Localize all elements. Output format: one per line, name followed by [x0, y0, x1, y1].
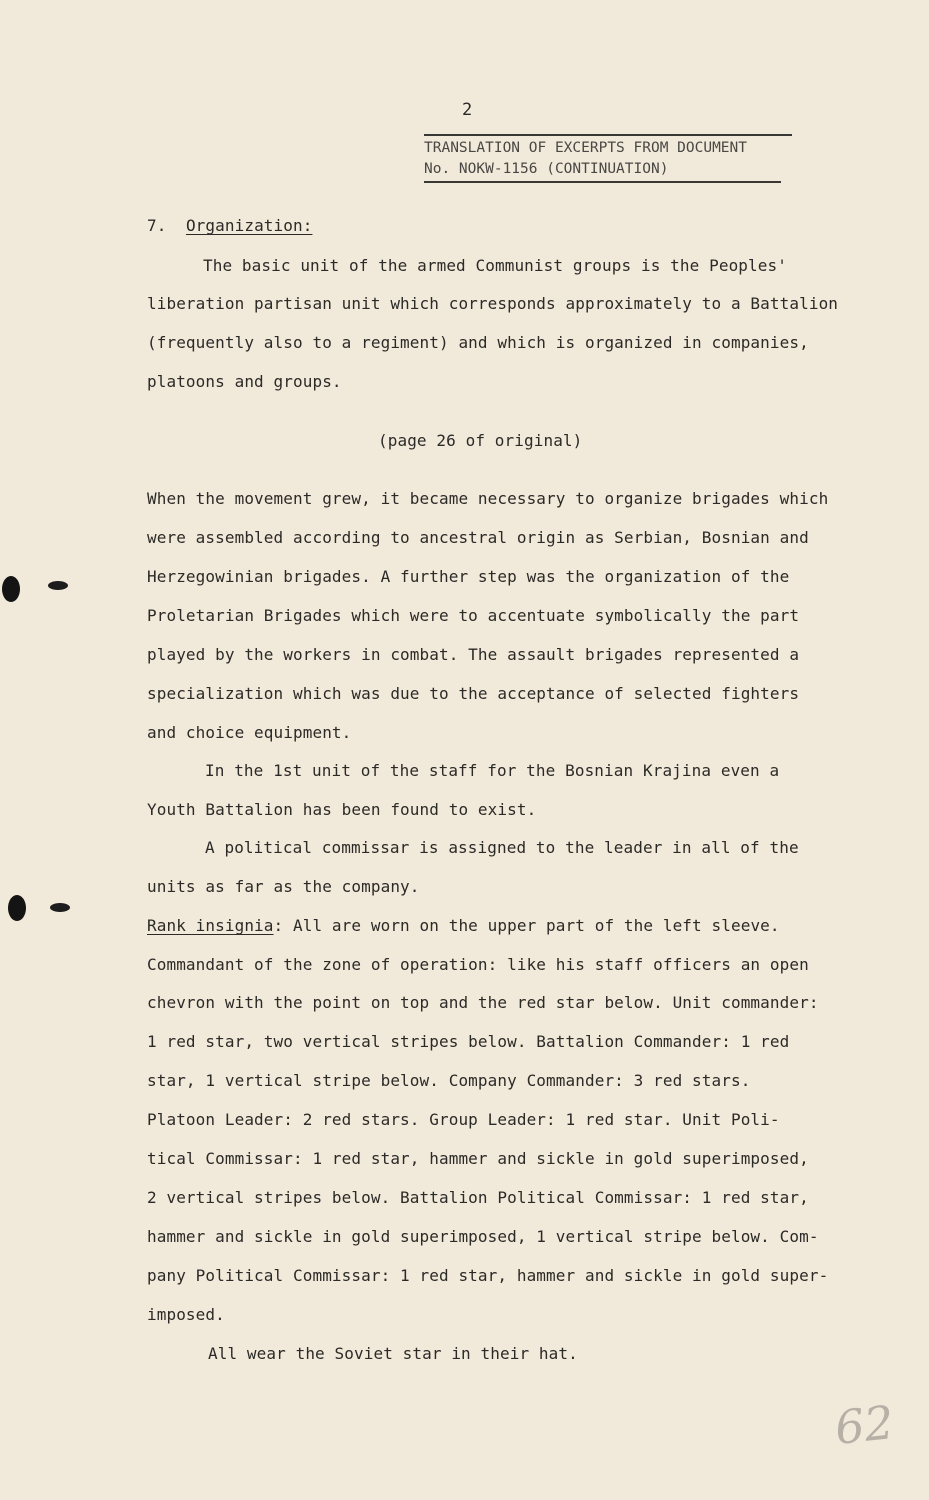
header-line-2: No. NOKW-1156 (CONTINUATION) — [424, 159, 781, 183]
page-reference: (page 26 of original) — [378, 431, 583, 450]
rank-line: imposed. — [147, 1305, 225, 1324]
rank-line: Commandant of the zone of operation: like his staff officers an open — [147, 955, 809, 974]
rank-line: 2 vertical stripes below. Battalion Political Commissar: 1 red star, — [147, 1188, 809, 1207]
binder-hole — [8, 895, 26, 921]
rank-line: hammer and sickle in gold superimposed, 1 vertical stripe below. Com- — [147, 1227, 819, 1246]
binder-clip — [48, 581, 68, 590]
para1-line: (frequently also to a regiment) and which is organized in companies, — [147, 333, 809, 352]
para2-line: specialization which was due to the acceptance of selected fighters — [147, 684, 800, 703]
para3-line: In the 1st unit of the staff for the Bosnian Krajina even a — [205, 761, 780, 780]
para2-line: Proletarian Brigades which were to accentuate symbolically the part — [147, 606, 800, 625]
rank-insignia-label: Rank insignia — [147, 916, 274, 935]
final-line: All wear the Soviet star in their hat. — [208, 1344, 578, 1363]
para1-line: platoons and groups. — [147, 372, 342, 391]
para2-line: and choice equipment. — [147, 723, 352, 742]
para2-line: When the movement grew, it became necessary to organize brigades which — [147, 489, 829, 508]
rank-insignia-text: : All are worn on the upper part of the left sleeve. — [273, 916, 780, 935]
para2-line: played by the workers in combat. The assault brigades represented a — [147, 645, 800, 664]
rank-line: chevron with the point on top and the red star below. Unit commander: — [147, 993, 819, 1012]
section-number: 7. — [147, 216, 167, 235]
para4-line: units as far as the company. — [147, 877, 420, 896]
handwritten-page-number: 62 — [832, 1395, 897, 1455]
para4-line: A political commissar is assigned to the leader in all of the — [205, 838, 799, 857]
section-title: Organization: — [185, 216, 313, 235]
rank-line: Platoon Leader: 2 red stars. Group Leader: 1 red star. Unit Poli- — [147, 1110, 780, 1129]
header-line-1: TRANSLATION OF EXCERPTS FROM DOCUMENT — [424, 140, 748, 156]
section-heading — [147, 216, 312, 235]
para1-line: The basic unit of the armed Communist groups is the Peoples' — [203, 256, 787, 275]
para3-line: Youth Battalion has been found to exist. — [147, 800, 537, 819]
para2-line: were assembled according to ancestral origin as Serbian, Bosnian and — [147, 528, 809, 547]
rank-line: 1 red star, two vertical stripes below. Battalion Commander: 1 red — [147, 1032, 790, 1051]
rank-line: star, 1 vertical stripe below. Company Commander: 3 red stars. — [147, 1071, 751, 1090]
rank-line: pany Political Commissar: 1 red star, hammer and sickle in gold super- — [147, 1266, 829, 1285]
rank-insignia-line — [147, 916, 780, 935]
binder-clip — [50, 903, 70, 912]
page-number: 2 — [462, 100, 473, 120]
binder-hole — [2, 576, 20, 602]
document-header — [424, 134, 794, 183]
para2-line: Herzegowinian brigades. A further step was the organization of the — [147, 567, 790, 586]
para1-line: liberation partisan unit which corresponds approximately to a Battalion — [147, 294, 839, 313]
header-rule — [424, 134, 792, 136]
rank-line: tical Commissar: 1 red star, hammer and sickle in gold superimposed, — [147, 1149, 809, 1168]
